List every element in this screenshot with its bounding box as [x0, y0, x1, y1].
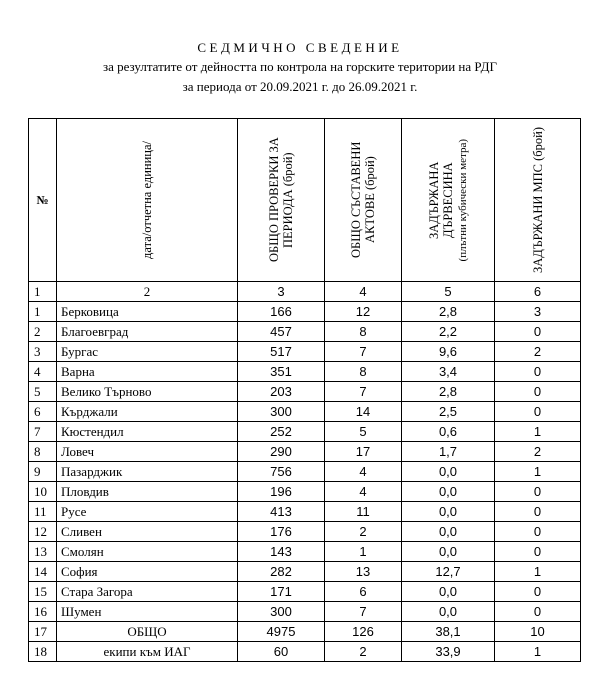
- row-number: 12: [29, 522, 57, 542]
- col-header-acts-label: ОБЩО СЪСТАВЕНИ АКТОВЕ (брой): [349, 141, 377, 259]
- table-row: [29, 302, 581, 322]
- table-row: [29, 602, 581, 622]
- row-unit-name: Ловеч: [57, 442, 238, 462]
- row-acts: 126: [325, 622, 402, 642]
- row-unit-name: Русе: [57, 502, 238, 522]
- row-wood: 0,0: [402, 482, 495, 502]
- row-mps: 0: [495, 602, 581, 622]
- row-number: 11: [29, 502, 57, 522]
- row-wood: 38,1: [402, 622, 495, 642]
- row-wood: 33,9: [402, 642, 495, 662]
- row-number: 5: [29, 382, 57, 402]
- row-number: 16: [29, 602, 57, 622]
- row-acts: 7: [325, 342, 402, 362]
- table-row: [29, 562, 581, 582]
- row-wood: 12,7: [402, 562, 495, 582]
- row-wood: 2,8: [402, 302, 495, 322]
- col-header-wood-unit: (плътни кубически метра): [456, 138, 469, 262]
- row-acts: 5: [325, 422, 402, 442]
- row-unit-name: Велико Търново: [57, 382, 238, 402]
- row-acts: 14: [325, 402, 402, 422]
- row-mps: 10: [495, 622, 581, 642]
- row-unit-name: Сливен: [57, 522, 238, 542]
- row-wood: 1,7: [402, 442, 495, 462]
- table-row: [29, 402, 581, 422]
- row-checks: 171: [238, 582, 325, 602]
- table-row: [29, 362, 581, 382]
- row-acts: 17: [325, 442, 402, 462]
- table-row: [29, 322, 581, 342]
- row-number: 7: [29, 422, 57, 442]
- row-checks: 176: [238, 522, 325, 542]
- row-number: 8: [29, 442, 57, 462]
- row-number: 15: [29, 582, 57, 602]
- row-wood: 9,6: [402, 342, 495, 362]
- table-row: [29, 542, 581, 562]
- row-mps: 0: [495, 382, 581, 402]
- row-unit-name: София: [57, 562, 238, 582]
- row-mps: 0: [495, 322, 581, 342]
- col-header-mps-label: ЗАДЪРЖАНИ МПС (брой): [530, 126, 545, 274]
- row-unit-name: Стара Загора: [57, 582, 238, 602]
- table-row: [29, 382, 581, 402]
- row-wood: 0,0: [402, 582, 495, 602]
- row-acts: 2: [325, 642, 402, 662]
- row-mps: 0: [495, 502, 581, 522]
- row-wood: 0,0: [402, 602, 495, 622]
- row-wood: 0,6: [402, 422, 495, 442]
- row-mps: 0: [495, 362, 581, 382]
- row-acts: 13: [325, 562, 402, 582]
- row-wood: 2,5: [402, 402, 495, 422]
- row-number: 6: [29, 402, 57, 422]
- table-row: [29, 462, 581, 482]
- row-unit-name: Берковица: [57, 302, 238, 322]
- column-number: 2: [57, 282, 238, 302]
- row-checks: 300: [238, 602, 325, 622]
- row-acts: 1: [325, 542, 402, 562]
- row-acts: 2: [325, 522, 402, 542]
- report-table: [28, 118, 581, 662]
- col-header-mps: [495, 119, 581, 282]
- table-row: [29, 622, 581, 642]
- row-wood: 0,0: [402, 462, 495, 482]
- table-row: [29, 582, 581, 602]
- row-checks: 457: [238, 322, 325, 342]
- column-number: 4: [325, 282, 402, 302]
- row-checks: 166: [238, 302, 325, 322]
- col-header-wood: [402, 119, 495, 282]
- row-mps: 1: [495, 422, 581, 442]
- row-acts: 6: [325, 582, 402, 602]
- col-header-acts: [325, 119, 402, 282]
- row-mps: 1: [495, 562, 581, 582]
- row-unit-name: ОБЩО: [57, 622, 238, 642]
- row-wood: 2,2: [402, 322, 495, 342]
- row-mps: 1: [495, 462, 581, 482]
- row-acts: 4: [325, 462, 402, 482]
- column-number: 1: [29, 282, 57, 302]
- column-number: 5: [402, 282, 495, 302]
- row-mps: 2: [495, 442, 581, 462]
- row-acts: 8: [325, 362, 402, 382]
- row-wood: 2,8: [402, 382, 495, 402]
- report-subtitle: за резултатите от дейността по контрола на горските територии на РДГ: [102, 59, 498, 74]
- row-checks: 60: [238, 642, 325, 662]
- row-unit-name: Кюстендил: [57, 422, 238, 442]
- row-checks: 252: [238, 422, 325, 442]
- row-number: 1: [29, 302, 57, 322]
- row-checks: 4975: [238, 622, 325, 642]
- table-row: [29, 482, 581, 502]
- row-checks: 413: [238, 502, 325, 522]
- col-header-no-label: №: [36, 193, 49, 207]
- row-mps: 2: [495, 342, 581, 362]
- row-mps: 3: [495, 302, 581, 322]
- row-number: 10: [29, 482, 57, 502]
- row-unit-name: Варна: [57, 362, 238, 382]
- row-mps: 0: [495, 542, 581, 562]
- row-number: 13: [29, 542, 57, 562]
- row-mps: 1: [495, 642, 581, 662]
- row-acts: 8: [325, 322, 402, 342]
- row-wood: 0,0: [402, 542, 495, 562]
- row-checks: 290: [238, 442, 325, 462]
- row-number: 4: [29, 362, 57, 382]
- row-unit-name: Пазарджик: [57, 462, 238, 482]
- header-row: [29, 119, 581, 282]
- report-title: СЕДМИЧНО СВЕДЕНИЕ: [197, 40, 403, 55]
- row-number: 2: [29, 322, 57, 342]
- row-acts: 4: [325, 482, 402, 502]
- column-number-row: [29, 282, 581, 302]
- row-checks: 143: [238, 542, 325, 562]
- table-row: [29, 442, 581, 462]
- column-number: 3: [238, 282, 325, 302]
- row-unit-name: Благоевград: [57, 322, 238, 342]
- row-unit-name: Кърджали: [57, 402, 238, 422]
- report-period: за периода от 20.09.2021 г. до 26.09.2021 г.: [182, 79, 418, 94]
- row-acts: 7: [325, 602, 402, 622]
- row-acts: 12: [325, 302, 402, 322]
- row-number: 14: [29, 562, 57, 582]
- row-wood: 3,4: [402, 362, 495, 382]
- table-row: [29, 522, 581, 542]
- col-header-checks: [238, 119, 325, 282]
- row-checks: 282: [238, 562, 325, 582]
- row-mps: 0: [495, 522, 581, 542]
- row-mps: 0: [495, 482, 581, 502]
- row-mps: 0: [495, 582, 581, 602]
- row-unit-name: Пловдив: [57, 482, 238, 502]
- row-wood: 0,0: [402, 522, 495, 542]
- row-checks: 203: [238, 382, 325, 402]
- col-header-unit: [57, 119, 238, 282]
- row-unit-name: Смолян: [57, 542, 238, 562]
- table-row: [29, 422, 581, 442]
- col-header-unit-label: дата/отчетна единица/: [140, 141, 154, 259]
- table-row: [29, 502, 581, 522]
- row-unit-name: екипи към ИАГ: [57, 642, 238, 662]
- table-row: [29, 342, 581, 362]
- row-number: 9: [29, 462, 57, 482]
- col-header-no: [29, 119, 57, 282]
- row-acts: 11: [325, 502, 402, 522]
- row-mps: 0: [495, 402, 581, 422]
- column-number: 6: [495, 282, 581, 302]
- row-number: 17: [29, 622, 57, 642]
- row-wood: 0,0: [402, 502, 495, 522]
- row-checks: 196: [238, 482, 325, 502]
- row-checks: 300: [238, 402, 325, 422]
- row-unit-name: Шумен: [57, 602, 238, 622]
- col-header-wood-label: ЗАДЪРЖАНА ДЪРВЕСИНА: [426, 161, 455, 239]
- row-number: 18: [29, 642, 57, 662]
- col-header-checks-label: ОБЩО ПРОВЕРКИ ЗА ПЕРИОДА (брой): [267, 137, 295, 263]
- row-unit-name: Бургас: [57, 342, 238, 362]
- row-checks: 351: [238, 362, 325, 382]
- table-row: [29, 642, 581, 662]
- row-acts: 7: [325, 382, 402, 402]
- row-checks: 756: [238, 462, 325, 482]
- row-number: 3: [29, 342, 57, 362]
- row-checks: 517: [238, 342, 325, 362]
